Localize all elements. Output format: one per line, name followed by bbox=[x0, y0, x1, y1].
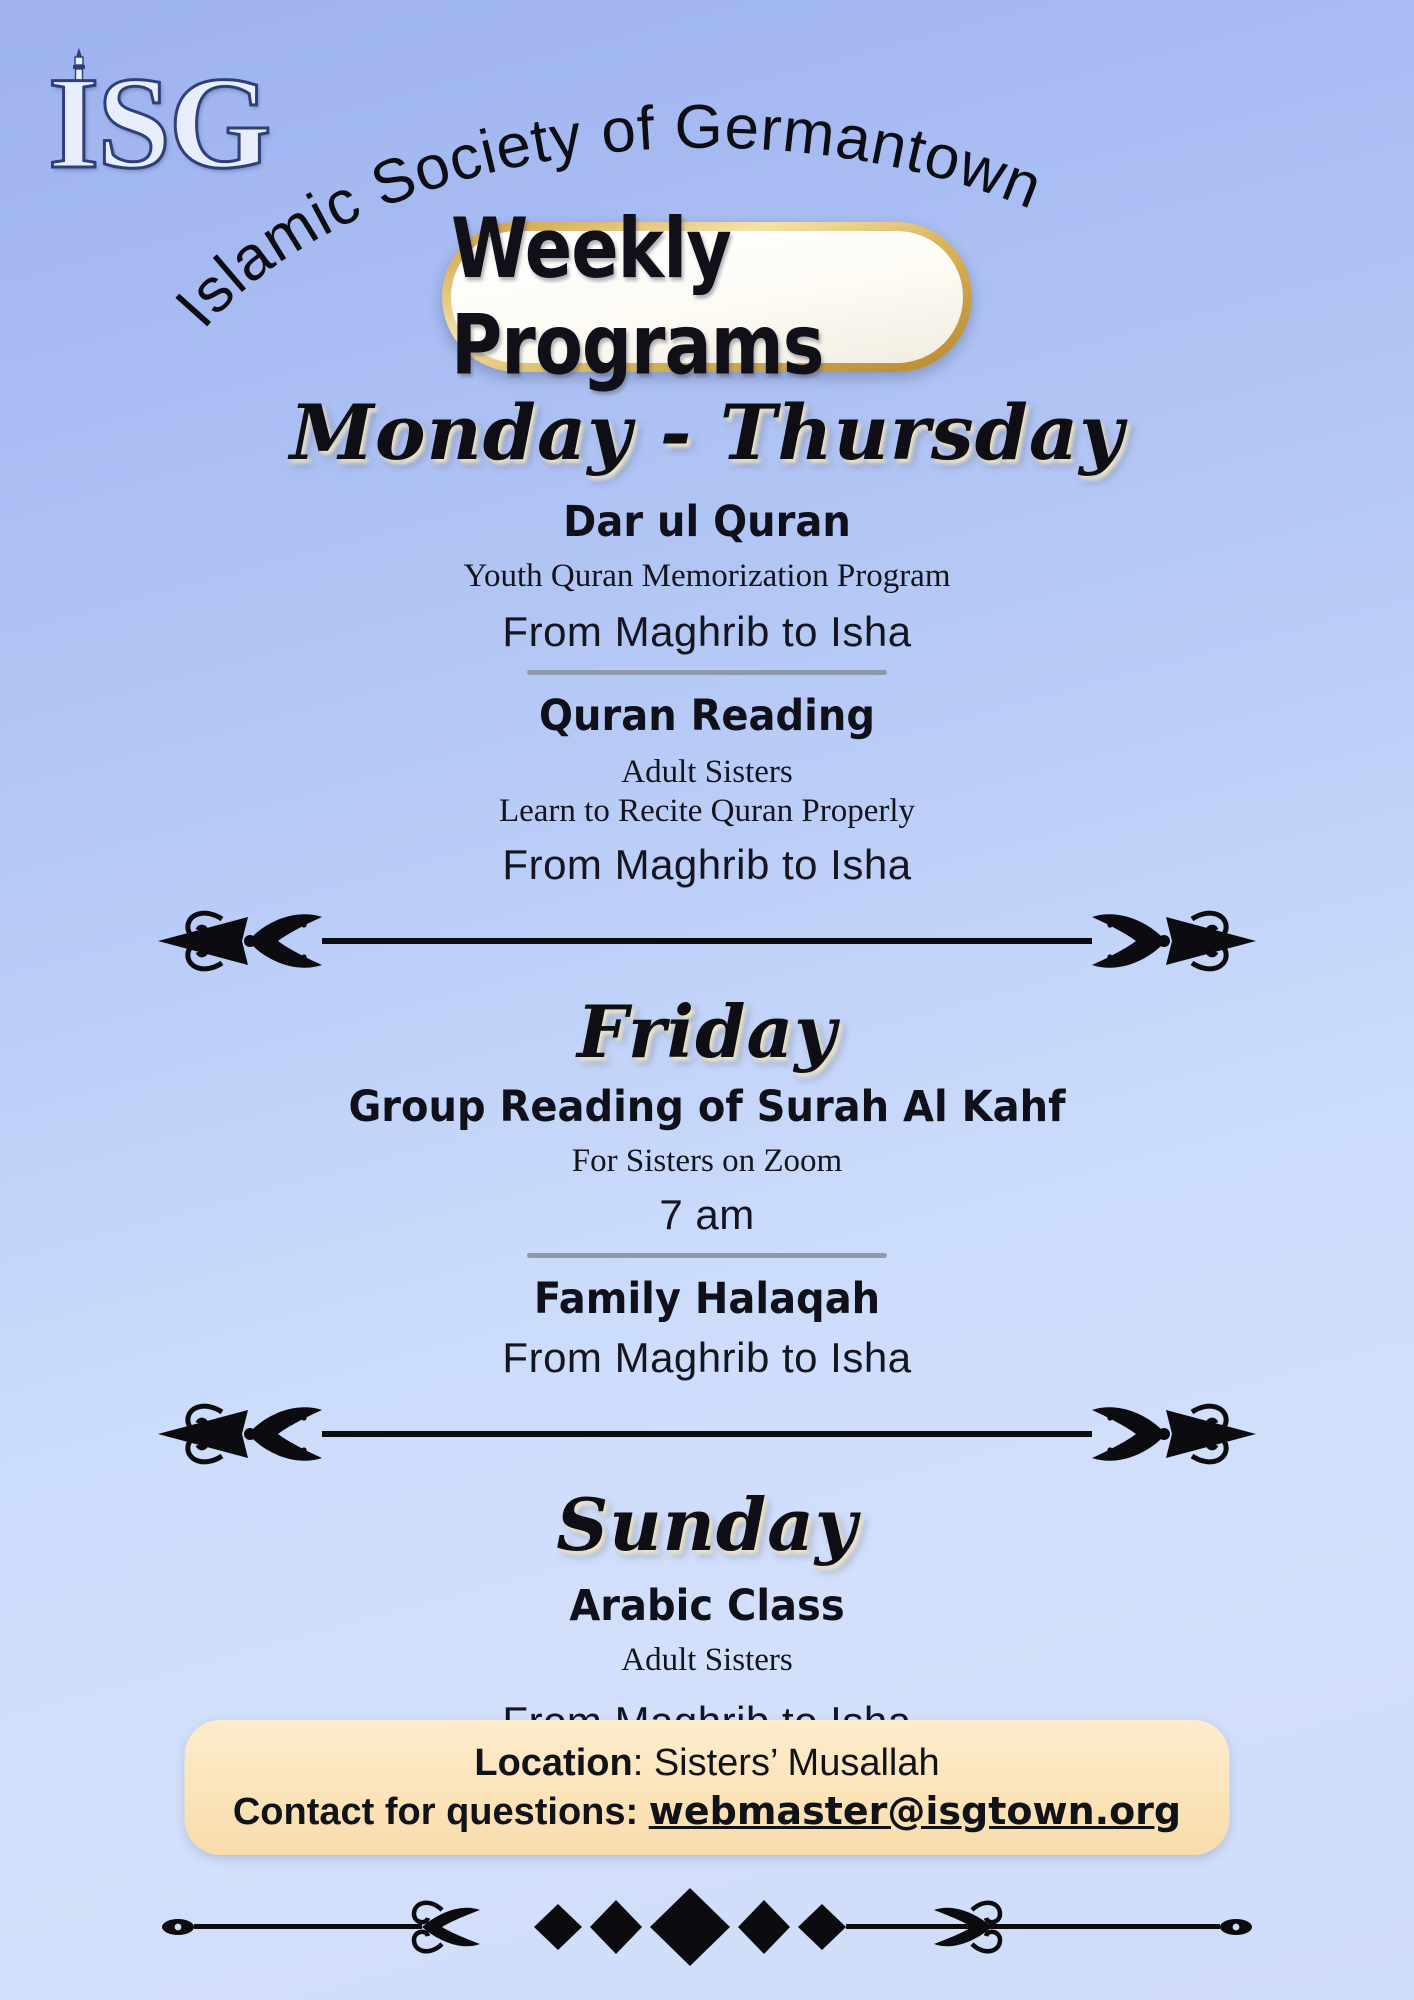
section-day-heading: Sunday bbox=[556, 1481, 858, 1567]
section-sunday bbox=[0, 1482, 1414, 1746]
divider-thin bbox=[527, 670, 887, 675]
program-subtitle-dar-ul-quran: Youth Quran Memorization Program bbox=[463, 558, 951, 594]
section-friday bbox=[0, 989, 1414, 1382]
program-time-family-halaqah: From Maghrib to Isha bbox=[502, 1333, 912, 1381]
program-title-family-halaqah: Family Halaqah bbox=[533, 1274, 881, 1324]
program-subtitle-surah-al-kahf: For Sisters on Zoom bbox=[571, 1142, 843, 1179]
location-label: Location bbox=[474, 1741, 633, 1784]
arrow-swirl-divider-icon bbox=[72, 1386, 1342, 1482]
contact-label: Contact for questions: bbox=[232, 1790, 639, 1833]
page-title: Weekly Programs bbox=[451, 200, 824, 394]
program-title-quran-reading: Quran Reading bbox=[539, 691, 875, 741]
location-line bbox=[474, 1742, 939, 1785]
program-subtitle-quran-reading-1: Adult Sisters bbox=[621, 753, 793, 790]
society-name-text: Islamic Society of Germantown bbox=[162, 92, 1052, 340]
weekly-programs-badge bbox=[442, 200, 972, 394]
isg-logo bbox=[48, 40, 338, 210]
logo-text: ISG bbox=[48, 49, 270, 196]
program-subtitle-arabic-class: Adult Sisters bbox=[621, 1641, 793, 1678]
program-title-surah-al-kahf: Group Reading of Surah Al Kahf bbox=[348, 1082, 1066, 1132]
program-time-quran-reading: From Maghrib to Isha bbox=[502, 840, 912, 888]
badge-inner bbox=[451, 200, 963, 394]
program-time-dar-ul-quran: From Maghrib to Isha bbox=[502, 607, 912, 655]
section-monday-thursday bbox=[0, 388, 1414, 889]
contact-info-box bbox=[185, 1720, 1230, 1855]
program-title-arabic-class: Arabic Class bbox=[569, 1581, 845, 1631]
program-time-surah-al-kahf: 7 am bbox=[659, 1190, 755, 1238]
contact-email-link[interactable]: webmaster@isgtown.org bbox=[648, 1788, 1182, 1833]
divider-thin bbox=[527, 1253, 887, 1258]
program-title-dar-ul-quran: Dar ul Quran bbox=[563, 497, 851, 547]
location-value: Sisters’ Musallah bbox=[653, 1741, 940, 1784]
arrow-swirl-divider-icon bbox=[72, 893, 1342, 989]
contact-line bbox=[233, 1789, 1181, 1834]
section-day-heading: Friday bbox=[577, 988, 837, 1074]
program-subtitle-quran-reading-2: Learn to Recite Quran Properly bbox=[498, 792, 915, 829]
diamond-flourish-divider-icon bbox=[142, 1882, 1272, 1972]
section-day-heading: Monday - Thursday bbox=[289, 388, 1125, 477]
location-separator: : bbox=[632, 1741, 654, 1784]
